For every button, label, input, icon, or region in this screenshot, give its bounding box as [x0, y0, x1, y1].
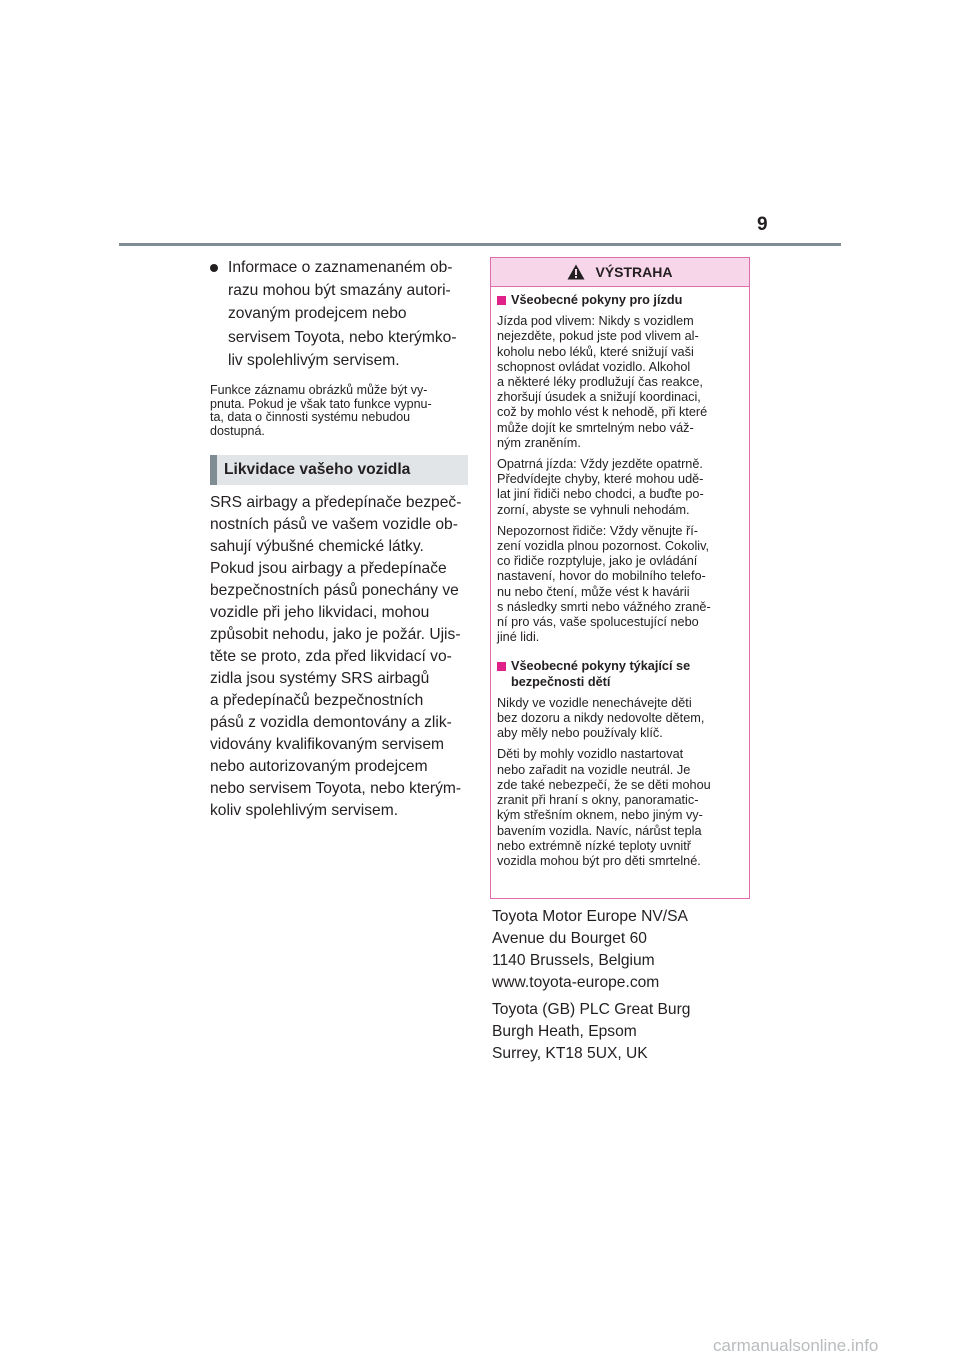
- warning-spacer: [497, 645, 743, 657]
- body-line: těte se proto, zda před likvidací vo-: [210, 648, 452, 665]
- warning-line: nu nebo čtení, může vést k havárii: [497, 584, 690, 599]
- address-block: [492, 906, 752, 994]
- warning-line: nejezděte, pokud jste pod vlivem al-: [497, 329, 699, 344]
- warning-line: Opatrná jízda: Vždy jezděte opatrně.: [497, 457, 703, 472]
- warning-line: ným zraněním.: [497, 435, 581, 450]
- body-line: Pokud jsou airbagy a předepínače: [210, 560, 447, 577]
- address-line: Avenue du Bourget 60: [492, 930, 647, 947]
- body-line: nostních pásů ve vašem vozidle ob-: [210, 516, 458, 533]
- warning-paragraph: [497, 747, 743, 869]
- warning-paragraph: [497, 314, 743, 451]
- section-heading: Likvidace vašeho vozidla: [210, 455, 468, 485]
- body-text: [210, 492, 472, 822]
- body-line: SRS airbagy a předepínače bezpeč-: [210, 494, 462, 511]
- warning-line: lat jiní řidiči nebo chodci, a buďte po-: [497, 487, 704, 502]
- warning-paragraph: [497, 524, 743, 646]
- warning-line: Předvídejte chyby, které mohou udě-: [497, 472, 704, 487]
- note-line: ta, data o činnosti systému nebudou: [210, 410, 411, 425]
- warning-line: a některé léky prodlužují čas reakce,: [497, 375, 703, 390]
- bullet-line: razu mohou být smazány autori-: [228, 282, 451, 300]
- warning-line: Děti by mohly vozidlo nastartovat: [497, 747, 684, 762]
- watermark: carmanualsonline.info: [713, 1336, 879, 1355]
- warning-line: nebo extrémně nízké teploty uvnitř: [497, 838, 691, 853]
- left-column: [210, 256, 472, 438]
- body-line: pásů z vozidla demontovány a zlik-: [210, 714, 452, 731]
- warning-line: bez dozoru a nikdy nedovolte dětem,: [497, 711, 705, 726]
- address-line: Burgh Heath, Epsom: [492, 1023, 637, 1040]
- warning-subheading-text: bezpečnosti dětí: [511, 674, 611, 689]
- body-line: a předepínačů bezpečnostních: [210, 692, 424, 709]
- page-number: 9: [757, 214, 768, 235]
- address-line: Surrey, KT18 5UX, UK: [492, 1045, 648, 1062]
- warning-line: zde také nebezpečí, že se děti mohou: [497, 777, 711, 792]
- warning-line: Nepozornost řidiče: Vždy věnujte ří-: [497, 523, 698, 538]
- address-line: Toyota Motor Europe NV/SA: [492, 908, 688, 925]
- body-line: nebo servisem Toyota, nebo kterým-: [210, 780, 462, 797]
- square-bullet-icon: [497, 296, 506, 305]
- address-line: www.toyota-europe.com: [492, 974, 660, 991]
- warning-line: zhoršují úsudek a snižují koordinaci,: [497, 390, 701, 405]
- warning-title: VÝSTRAHA: [595, 264, 673, 280]
- note-line: pnuta. Pokud je však tato funkce vypnu-: [210, 396, 432, 411]
- header-rule: [119, 243, 841, 246]
- warning-subheading-text: Všeobecné pokyny pro jízdu: [511, 293, 683, 307]
- body-line: bezpečnostních pásů ponechány ve: [210, 582, 459, 599]
- body-line: nebo autorizovaným prodejcem: [210, 758, 428, 775]
- warning-line: nebo zařadit na vozidle neutrál. Je: [497, 762, 691, 777]
- body-line: vidovány kvalifikovaným servisem: [210, 736, 444, 753]
- warning-box: [490, 257, 750, 899]
- warning-line: kým střešním oknem, nebo jiným vy-: [497, 808, 703, 823]
- warning-subheading: [497, 293, 743, 308]
- body-line: zidla jsou systémy SRS airbagů: [210, 670, 430, 687]
- body-line: koliv spolehlivým servisem.: [210, 802, 399, 819]
- address-line: Toyota (GB) PLC Great Burg: [492, 1001, 691, 1018]
- warning-paragraph: [497, 696, 743, 742]
- bullet-line: zovaným prodejcem nebo: [228, 305, 407, 323]
- square-bullet-icon: [497, 662, 506, 671]
- warning-line: jiné lidi.: [497, 630, 540, 645]
- warning-content: [491, 287, 749, 869]
- warning-line: vozidla mohou být pro děti smrtelné.: [497, 853, 701, 868]
- address-line: 1140 Brussels, Belgium: [492, 952, 655, 969]
- warning-line: koholu nebo léků, které snižují vaši: [497, 344, 694, 359]
- address: [492, 906, 752, 1065]
- warning-line: Jízda pod vlivem: Nikdy s vozidlem: [497, 314, 694, 329]
- warning-paragraph: [497, 457, 743, 518]
- body-line: sahují výbušné chemické látky.: [210, 538, 424, 555]
- bullet-dot-icon: [210, 264, 218, 272]
- bullet-item: [210, 256, 472, 372]
- warning-line: zorní, abyste se vyhnuli nehodám.: [497, 502, 690, 517]
- note-line: dostupná.: [210, 423, 265, 438]
- note-line: Funkce záznamu obrázků může být vy-: [210, 383, 428, 398]
- body-line: vozidle při jeho likvidaci, mohou: [210, 604, 430, 621]
- note-text: [210, 384, 472, 438]
- body-line: způsobit nehodu, jako je požár. Ujis-: [210, 626, 461, 643]
- warning-line: bavením vozidla. Navíc, nárůst tepla: [497, 823, 702, 838]
- warning-line: Nikdy ve vozidle nenechávejte děti: [497, 695, 692, 710]
- warning-line: může dojít ke smrtelným nebo váž-: [497, 420, 694, 435]
- warning-line: což by mohlo vést k nehodě, při které: [497, 405, 708, 420]
- warning-line: schopnost ovládat vozidlo. Alkohol: [497, 359, 691, 374]
- warning-line: ní pro vás, vaše spolucestující nebo: [497, 615, 699, 630]
- warning-line: co řidiče rozptyluje, jako je ovládání: [497, 554, 698, 569]
- warning-line: aby měly nebo používaly klíč.: [497, 726, 663, 741]
- warning-header: [491, 258, 749, 287]
- bullet-line: servisem Toyota, nebo kterýmko-: [228, 328, 457, 346]
- bullet-line: liv spolehlivým servisem.: [228, 351, 400, 369]
- warning-subheading: [497, 659, 743, 689]
- warning-subheading-text: Všeobecné pokyny týkající se: [511, 659, 691, 674]
- warning-line: zranit při hraní s okny, panoramatic-: [497, 793, 699, 808]
- warning-line: s následky smrti nebo vážného zraně-: [497, 599, 711, 614]
- bullet-line: Informace o zaznamenaném ob-: [228, 259, 453, 276]
- warning-line: nastavení, hovor do mobilního telefo-: [497, 569, 706, 584]
- address-block: [492, 999, 752, 1065]
- warning-triangle-icon: [567, 264, 585, 280]
- warning-line: zení vozidla plnou pozornost. Cokoliv,: [497, 539, 710, 554]
